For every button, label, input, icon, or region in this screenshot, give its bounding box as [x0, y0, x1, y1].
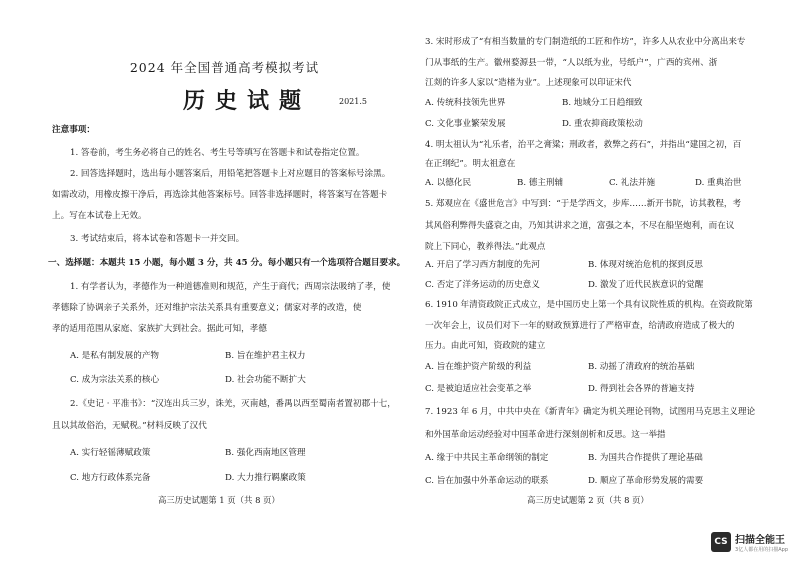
scanner-watermark: [711, 531, 788, 553]
q4-line-1: 4. 明太祖认为“礼乐者，治平之膏粱；刑政者，救弊之药石”，并指出“建国之初，百: [425, 140, 742, 150]
notice-line-3: 如需改动，用橡皮擦干净后，再选涂其他答案标号。回答非选择题时，将答案写在答题卡: [52, 190, 388, 200]
q7-option-b[interactable]: B. 为国共合作提供了理论基础: [588, 453, 703, 463]
q7-option-d[interactable]: D. 顺应了革命形势发展的需要: [588, 476, 704, 486]
q7-option-c[interactable]: C. 旨在加强中外革命运动的联系: [425, 476, 549, 486]
right-page: [397, 0, 794, 561]
q4-line-2: 在正纲纪”。明太祖意在: [425, 159, 516, 169]
q2-option-c[interactable]: C. 地方行政体系完备: [70, 473, 151, 483]
q1-line-1: 1. 有学者认为，孝德作为一种道德准则和规范，产生于商代；西周宗法吸纳了孝，使: [70, 282, 391, 292]
right-page-footer: 高三历史试题第 2 页（共 8 页）: [527, 495, 649, 505]
q2-option-b[interactable]: B. 强化西南地区管理: [225, 448, 306, 458]
notice-heading: 注意事项：: [52, 125, 95, 135]
q4-option-c[interactable]: C. 礼法并施: [609, 178, 656, 188]
q5-option-b[interactable]: B. 体现对统治危机的探到反思: [588, 260, 703, 270]
subject-title: 历史试题: [183, 88, 312, 114]
q1-line-3: 孝的适用范围从家庭、家族扩大到社会。据此可知，孝德: [52, 324, 267, 334]
notice-line-2: 2. 回答选择题时，选出每小题答案后，用铅笔把答题卡上对应题目的答案标号涂黑。: [70, 169, 391, 179]
q6-line-3: 压力。由此可知，资政院的建立: [425, 341, 546, 351]
q5-line-1: 5. 郑观应在《盛世危言》中写到：“于是学西文，步库……新开书院，访其教程，考: [425, 199, 742, 209]
camscanner-logo-icon: CS: [711, 532, 731, 552]
notice-line-5: 3. 考试结束后，将本试卷和答题卡一并交回。: [70, 234, 245, 244]
q6-option-b[interactable]: B. 动摇了清政府的统治基础: [588, 362, 695, 372]
q6-option-d[interactable]: D. 得到社会各界的普遍支持: [588, 384, 695, 394]
q5-option-a[interactable]: A. 开启了学习西方制度的先河: [425, 260, 540, 270]
q1-option-d[interactable]: D. 社会功能不断扩大: [225, 375, 306, 385]
exam-date: 2021.5: [339, 97, 367, 106]
q7-line-2: 和外国革命运动经验对中国革命进行深刻剖析和反思。这一举措: [425, 430, 666, 440]
q3-option-d[interactable]: D. 重农抑商政策松动: [562, 119, 643, 129]
q2-line-2: 且以其故俗治，无赋税。”材料反映了汉代: [52, 421, 207, 431]
q4-option-b[interactable]: B. 德主刑辅: [517, 178, 564, 188]
notice-line-1: 1. 答卷前，考生务必将自己的姓名、考生号等填写在答题卡和试卷指定位置。: [70, 148, 365, 158]
q2-option-d[interactable]: D. 大力推行羁縻政策: [225, 473, 306, 483]
q3-option-a[interactable]: A. 传统科技领先世界: [425, 98, 506, 108]
q7-option-a[interactable]: A. 缘于中共民主革命纲领的制定: [425, 453, 549, 463]
q3-option-c[interactable]: C. 文化事业繁荣发展: [425, 119, 506, 129]
q6-line-2: 一次年会上，议员们对下一年的财政预算进行了严格审查，给清政府造成了极大的: [425, 321, 735, 331]
q3-line-3: 江剡的许多人家以“造楮为业”。上述现象可以印证宋代: [425, 78, 632, 88]
left-page-footer: 高三历史试题第 1 页（共 8 页）: [158, 495, 280, 505]
q3-option-b[interactable]: B. 地域分工日趋细致: [562, 98, 643, 108]
q7-line-1: 7. 1923 年 6 月，中共中央在《新青年》确定为机关理论刊物，试图用马克思主义理论: [425, 407, 756, 417]
q2-line-1: 2.《史记 · 平准书》：“汉连出兵三岁，诛羌，灭南越，番禺以西至蜀南者置初郡十七，: [70, 399, 396, 409]
exam-title: 2024 年全国普通高考模拟考试: [129, 60, 320, 75]
section-heading: 一、选择题：本题共 15 小题，每小题 3 分，共 45 分。每小题只有一个选项符合题目要求。: [48, 258, 406, 268]
q5-option-c[interactable]: C. 否定了洋务运动的历史意义: [425, 280, 540, 290]
q4-option-a[interactable]: A. 以德化民: [425, 178, 472, 188]
notice-line-4: 上。写在本试卷上无效。: [52, 211, 147, 221]
watermark-tagline: 3亿人都在用的扫描App: [735, 547, 788, 553]
q5-line-2: 其风俗利弊得失盛衰之由，乃知其讲求之道，富强之本，不尽在船坚炮利，而在议: [425, 221, 735, 231]
q1-option-b[interactable]: B. 旨在维护君主权力: [225, 351, 306, 361]
q6-option-c[interactable]: C. 是被迫适应社会变革之举: [425, 384, 532, 394]
q2-option-a[interactable]: A. 实行轻徭薄赋政策: [70, 448, 151, 458]
q6-option-a[interactable]: A. 旨在维护资产阶级的利益: [425, 362, 532, 372]
q3-line-2: 门从事纸的生产。徽州婺源县一带，“人以纸为业，号纸户”，广西的宾州、浙: [425, 58, 718, 68]
q1-line-2: 孝德除了协调亲子关系外，还对维护宗法关系具有重要意义；儒家对孝的改造，使: [52, 303, 362, 313]
q5-option-d[interactable]: D. 激发了近代民族意识的觉醒: [588, 280, 704, 290]
q3-line-1: 3. 宋时形成了“有相当数量的专门制造纸的工匠和作坊”，许多人从农业中分离出来专: [425, 37, 746, 47]
watermark-brand: 扫描全能王: [735, 535, 786, 546]
q1-option-a[interactable]: A. 是私有制发展的产物: [70, 351, 160, 361]
q5-line-3: 院上下同心，教养得法。”此观点: [425, 242, 546, 252]
q6-line-1: 6. 1910 年清资政院正式成立，是中国历史上第一个具有议院性质的机构。在资政院第: [425, 300, 753, 310]
q1-option-c[interactable]: C. 成为宗法关系的核心: [70, 375, 160, 385]
q4-option-d[interactable]: D. 重典治世: [695, 178, 742, 188]
